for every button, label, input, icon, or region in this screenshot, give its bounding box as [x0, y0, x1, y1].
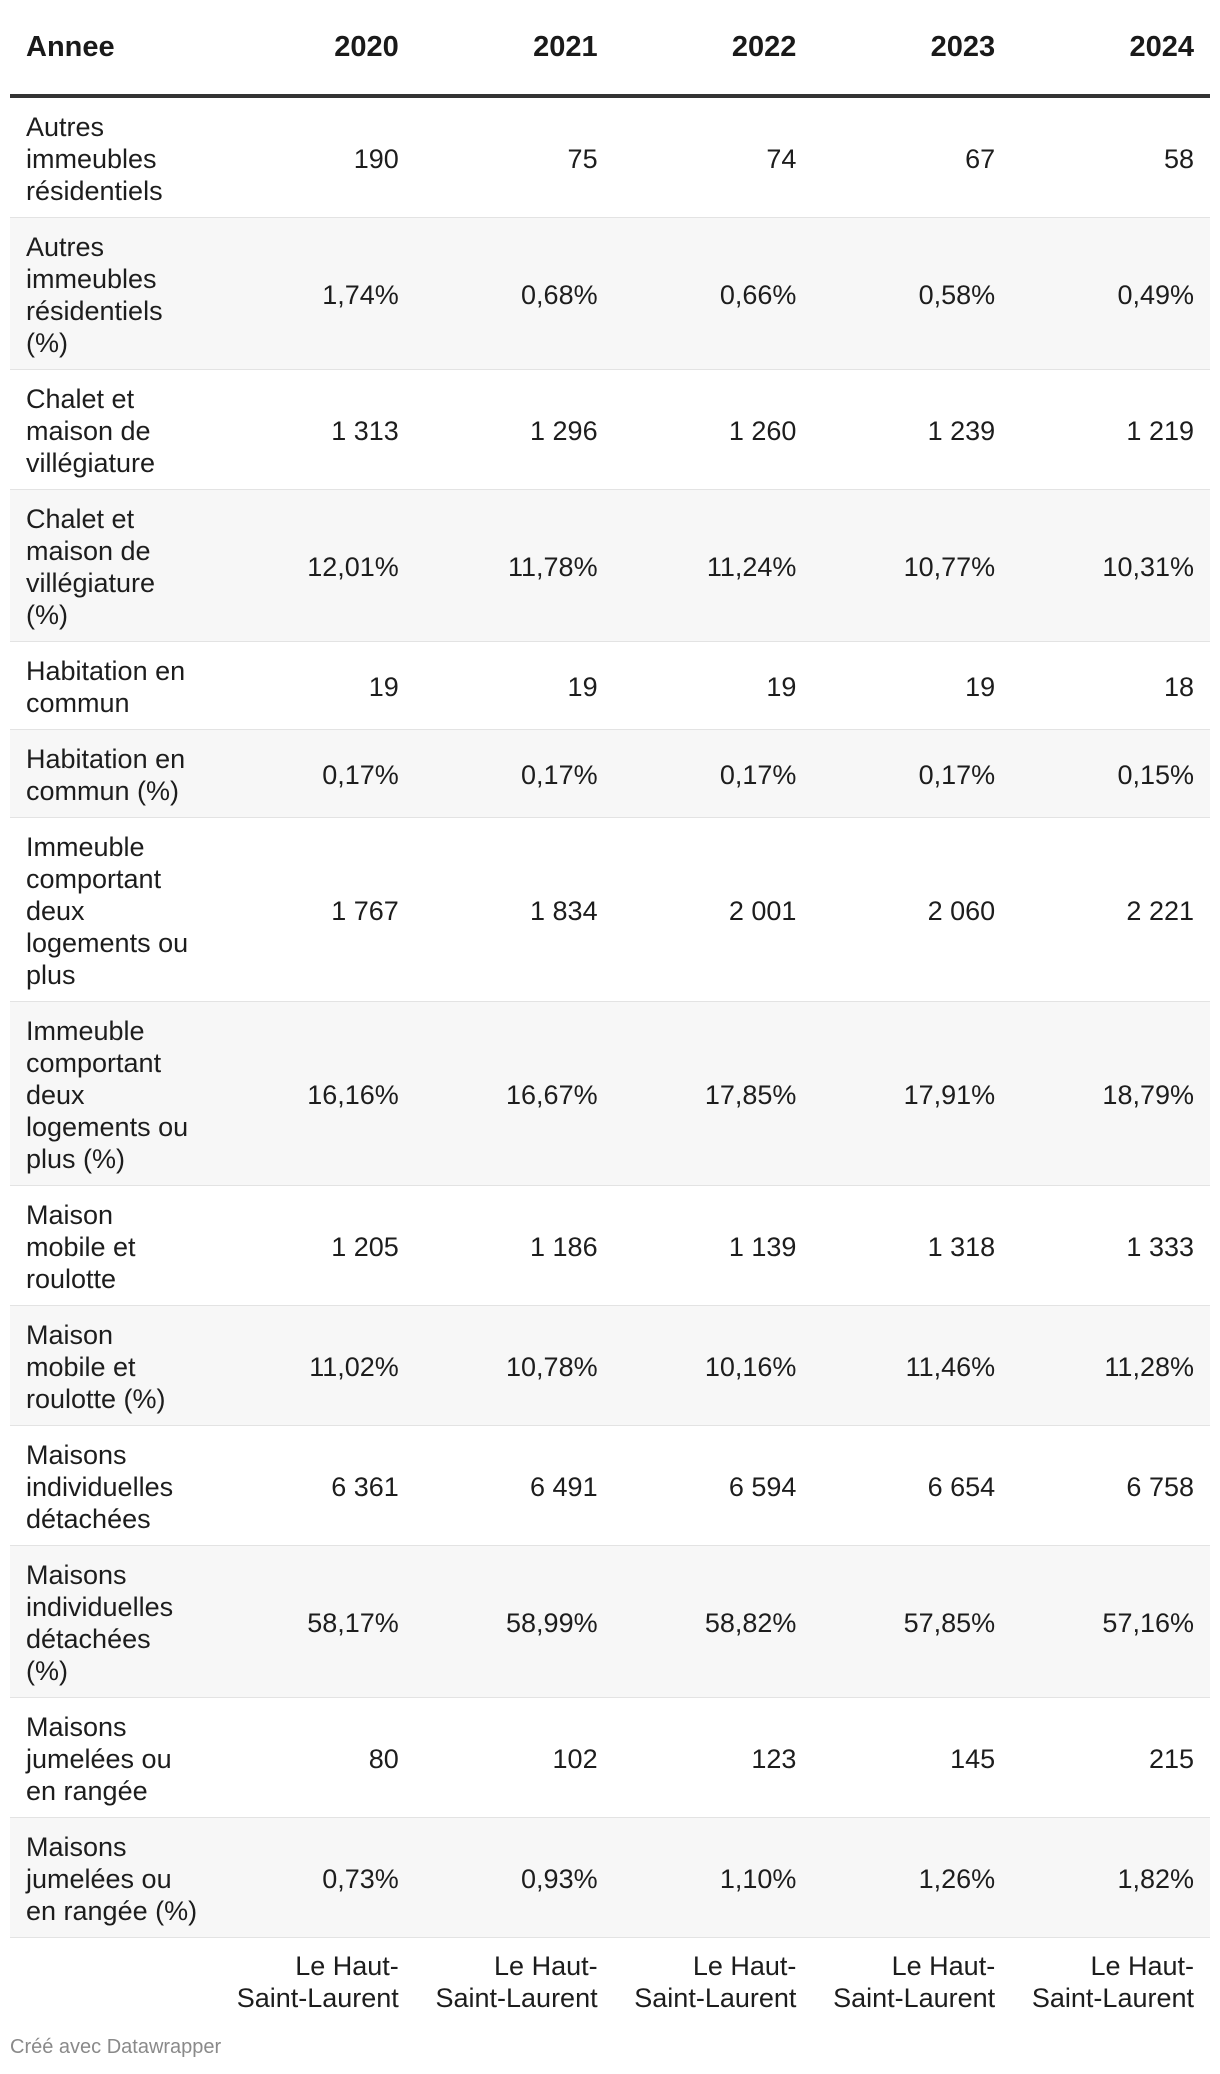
- table-row: [10, 818, 1210, 1002]
- table-cell: 11,78%: [415, 490, 614, 642]
- table-row: [10, 490, 1210, 642]
- table-cell: 1 333: [1011, 1186, 1210, 1306]
- table-cell: 215: [1011, 1698, 1210, 1818]
- table-row: [10, 642, 1210, 730]
- table-cell: 102: [415, 1698, 614, 1818]
- data-table: [10, 0, 1210, 2024]
- table-cell: 58,99%: [415, 1546, 614, 1698]
- table-cell: 1,10%: [614, 1818, 813, 1938]
- table-cell: 0,15%: [1011, 730, 1210, 818]
- row-label: Habitation en commun (%): [10, 730, 216, 818]
- row-label: Autres immeubles résidentiels: [10, 96, 216, 218]
- table-cell: 6 361: [216, 1426, 415, 1546]
- table-cell: 1 296: [415, 370, 614, 490]
- table-row: [10, 1306, 1210, 1426]
- footer-cell: Le Haut-Saint-Laurent: [1011, 1938, 1210, 2025]
- table-cell: 11,46%: [812, 1306, 1011, 1426]
- table-row: [10, 1546, 1210, 1698]
- row-label: Immeuble comportant deux logements ou plus (%): [10, 1002, 216, 1186]
- table-row: [10, 1426, 1210, 1546]
- table-cell: 0,17%: [812, 730, 1011, 818]
- table-cell: 1 834: [415, 818, 614, 1002]
- table-cell: 10,78%: [415, 1306, 614, 1426]
- row-label: Immeuble comportant deux logements ou plus: [10, 818, 216, 1002]
- table-cell: 1 239: [812, 370, 1011, 490]
- table-cell: 75: [415, 96, 614, 218]
- row-label: Maisons individuelles détachées: [10, 1426, 216, 1546]
- table-cell: 12,01%: [216, 490, 415, 642]
- table-cell: 11,28%: [1011, 1306, 1210, 1426]
- table-cell: 58,82%: [614, 1546, 813, 1698]
- table-cell: 11,24%: [614, 490, 813, 642]
- table-cell: 19: [614, 642, 813, 730]
- table-row: [10, 730, 1210, 818]
- table-cell: 0,49%: [1011, 218, 1210, 370]
- table-cell: 10,31%: [1011, 490, 1210, 642]
- header-year: 2021: [415, 0, 614, 96]
- table-header: [10, 0, 1210, 96]
- table-cell: 0,73%: [216, 1818, 415, 1938]
- table-cell: 1 139: [614, 1186, 813, 1306]
- footer-cell: Le Haut-Saint-Laurent: [415, 1938, 614, 2025]
- table-cell: 1 205: [216, 1186, 415, 1306]
- table-cell: 1 260: [614, 370, 813, 490]
- table-row: [10, 218, 1210, 370]
- header-year: 2022: [614, 0, 813, 96]
- table-cell: 11,02%: [216, 1306, 415, 1426]
- table-cell: 1 186: [415, 1186, 614, 1306]
- table-cell: 80: [216, 1698, 415, 1818]
- table-cell: 0,66%: [614, 218, 813, 370]
- table-cell: 1 219: [1011, 370, 1210, 490]
- table-cell: 6 491: [415, 1426, 614, 1546]
- table-cell: 17,85%: [614, 1002, 813, 1186]
- table-footer-row: [10, 1938, 1210, 2025]
- table-cell: 19: [216, 642, 415, 730]
- row-label: Maison mobile et roulotte: [10, 1186, 216, 1306]
- table-cell: 10,16%: [614, 1306, 813, 1426]
- table-cell: 1,74%: [216, 218, 415, 370]
- header-year: 2020: [216, 0, 415, 96]
- datawrapper-credit: Créé avec Datawrapper: [10, 2036, 222, 2058]
- table-cell: 58,17%: [216, 1546, 415, 1698]
- table-cell: 17,91%: [812, 1002, 1011, 1186]
- table-cell: 58: [1011, 96, 1210, 218]
- row-label: Maisons jumelées ou en rangée: [10, 1698, 216, 1818]
- table-cell: 0,17%: [216, 730, 415, 818]
- header-year: 2024: [1011, 0, 1210, 96]
- row-label: Chalet et maison de villégiature (%): [10, 490, 216, 642]
- table-cell: 57,85%: [812, 1546, 1011, 1698]
- data-table-container: [10, 0, 1210, 2024]
- header-year: 2023: [812, 0, 1011, 96]
- table-cell: 2 001: [614, 818, 813, 1002]
- table-cell: 0,17%: [614, 730, 813, 818]
- footer-cell: Le Haut-Saint-Laurent: [614, 1938, 813, 2025]
- table-cell: 19: [415, 642, 614, 730]
- table-cell: 1,26%: [812, 1818, 1011, 1938]
- table-cell: 0,68%: [415, 218, 614, 370]
- table-cell: 10,77%: [812, 490, 1011, 642]
- table-cell: 57,16%: [1011, 1546, 1210, 1698]
- row-label: Maisons individuelles détachées (%): [10, 1546, 216, 1698]
- table-cell: 74: [614, 96, 813, 218]
- table-cell: 67: [812, 96, 1011, 218]
- header-row: [10, 0, 1210, 96]
- table-body: [10, 96, 1210, 2024]
- table-cell: 16,67%: [415, 1002, 614, 1186]
- table-cell: 190: [216, 96, 415, 218]
- table-cell: 1 318: [812, 1186, 1011, 1306]
- table-cell: 0,17%: [415, 730, 614, 818]
- table-cell: 18,79%: [1011, 1002, 1210, 1186]
- row-label: Chalet et maison de villégiature: [10, 370, 216, 490]
- table-cell: 6 594: [614, 1426, 813, 1546]
- table-cell: 19: [812, 642, 1011, 730]
- table-row: [10, 370, 1210, 490]
- table-cell: 1 313: [216, 370, 415, 490]
- footer-cell: Le Haut-Saint-Laurent: [216, 1938, 415, 2025]
- row-label: Maisons jumelées ou en rangée (%): [10, 1818, 216, 1938]
- row-label: Maison mobile et roulotte (%): [10, 1306, 216, 1426]
- table-cell: 2 221: [1011, 818, 1210, 1002]
- table-cell: 0,93%: [415, 1818, 614, 1938]
- footer-cell: Le Haut-Saint-Laurent: [812, 1938, 1011, 2025]
- table-cell: 0,58%: [812, 218, 1011, 370]
- table-row: [10, 1698, 1210, 1818]
- table-cell: 16,16%: [216, 1002, 415, 1186]
- table-row: [10, 1186, 1210, 1306]
- table-cell: 2 060: [812, 818, 1011, 1002]
- table-cell: 123: [614, 1698, 813, 1818]
- table-cell: 145: [812, 1698, 1011, 1818]
- table-cell: 18: [1011, 642, 1210, 730]
- table-cell: 1,82%: [1011, 1818, 1210, 1938]
- table-cell: 6 758: [1011, 1426, 1210, 1546]
- row-label: Habitation en commun: [10, 642, 216, 730]
- table-row: [10, 1818, 1210, 1938]
- table-cell: 1 767: [216, 818, 415, 1002]
- header-label: Annee: [10, 0, 216, 96]
- table-row: [10, 96, 1210, 218]
- table-cell: 6 654: [812, 1426, 1011, 1546]
- row-label: Autres immeubles résidentiels (%): [10, 218, 216, 370]
- table-row: [10, 1002, 1210, 1186]
- footer-label: [10, 1938, 216, 2025]
